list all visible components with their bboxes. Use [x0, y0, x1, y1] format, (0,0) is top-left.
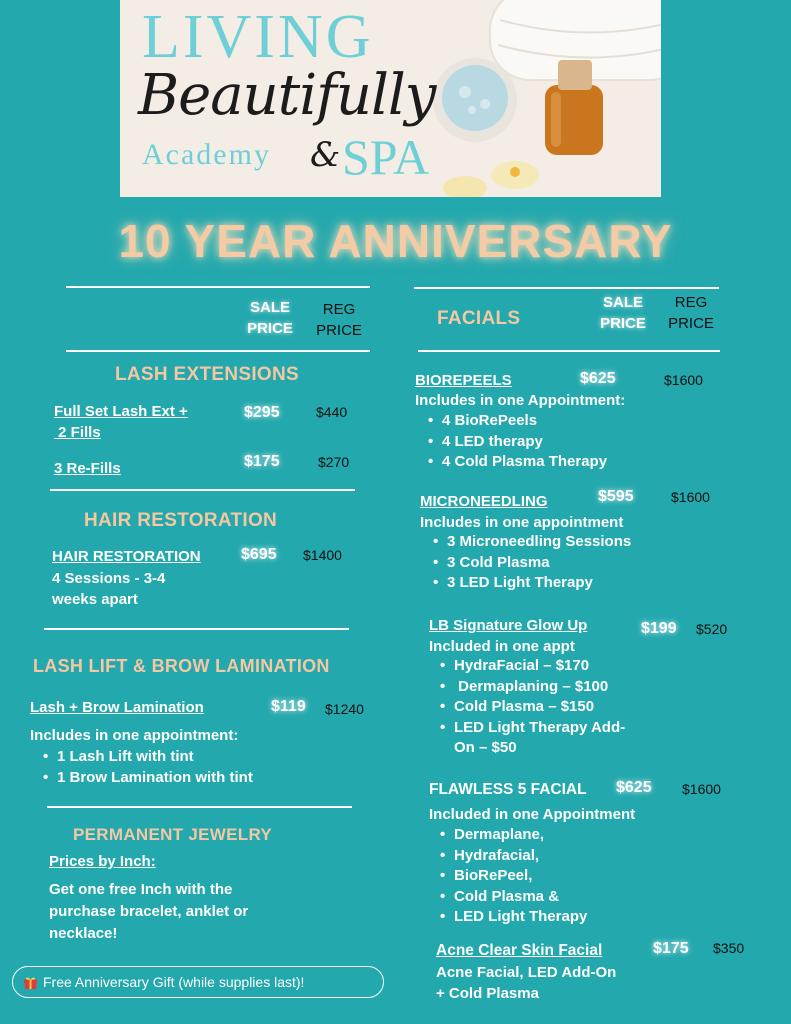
- item-lash-brow: Lash + Brow Lamination: [30, 699, 204, 716]
- sale-price-header: SALE PRICE: [600, 294, 646, 332]
- item-biorepeels: BIOREPEELS: [415, 372, 512, 389]
- list-item: • Hydrafacial,: [430, 846, 587, 867]
- reg-price-header: REG PRICE: [668, 294, 714, 332]
- list-item: • 1 Brow Lamination with tint: [33, 768, 253, 789]
- sale-price: $295: [244, 404, 280, 421]
- list-item: • 1 Lash Lift with tint: [33, 747, 253, 768]
- logo-beautifully-text: Beautifully: [138, 63, 436, 128]
- list-item: • 4 Cold Plasma Therapy: [418, 452, 607, 473]
- list-item: • LED Light Therapy: [430, 907, 587, 928]
- list-item: • HydraFacial – $170: [430, 656, 625, 677]
- sale-price-header: SALE PRICE: [247, 299, 293, 337]
- list-item: • Dermaplane,: [430, 825, 587, 846]
- sale-price: $119: [271, 698, 306, 715]
- reg-price: $440: [316, 404, 348, 420]
- list-item: • 4 BioRePeels: [418, 411, 607, 432]
- section-lash-extensions: LASH EXTENSIONS: [115, 364, 299, 385]
- list-item: • LED Light Therapy Add-: [430, 718, 625, 739]
- item-flawless-5-facial: FLAWLESS 5 FACIAL: [429, 781, 587, 798]
- glow-bullets: [430, 656, 625, 738]
- section-permanent-jewelry: PERMANENT JEWELRY: [73, 825, 273, 844]
- microneedling-bullets: [423, 532, 631, 594]
- divider: [66, 286, 370, 288]
- biorepeels-intro: Includes in one Appointment:: [415, 392, 626, 409]
- sale-price: $625: [580, 370, 616, 387]
- reg-price: $270: [318, 454, 350, 470]
- list-item: • Cold Plasma &: [430, 887, 587, 908]
- section-lash-lift: LASH LIFT & BROW LAMINATION: [33, 656, 330, 676]
- biorepeels-bullets: [418, 411, 607, 473]
- item-refills: 3 Re-Fills: [54, 460, 121, 477]
- sale-price: $175: [653, 940, 689, 957]
- logo-banner: [120, 0, 661, 197]
- sale-price: $625: [616, 779, 652, 796]
- list-item: • 3 LED Light Therapy: [423, 573, 631, 594]
- gift-text: Free Anniversary Gift (while supplies last)!: [43, 974, 305, 990]
- logo-spa-text: SPA: [342, 129, 430, 185]
- reg-price: $1600: [664, 372, 703, 388]
- section-hair-restoration: HAIR RESTORATION: [84, 510, 278, 531]
- flawless-intro: Included in one Appointment: [429, 806, 636, 823]
- lash-lift-bullets: [33, 747, 253, 788]
- reg-price: $520: [696, 621, 728, 637]
- reg-price: $1600: [682, 781, 721, 797]
- logo-ampersand: &: [310, 135, 341, 175]
- item-microneedling: MICRONEEDLING: [420, 493, 548, 510]
- item-signature-glow-up: LB Signature Glow Up: [429, 617, 588, 634]
- microneedling-intro: Includes in one appointment: [420, 514, 624, 531]
- divider: [66, 350, 370, 352]
- glow-bullet-continuation: On – $50: [454, 739, 517, 756]
- prices-by-inch: Prices by Inch:: [49, 853, 156, 870]
- flawless-bullets: [430, 825, 587, 928]
- sale-price: $595: [598, 488, 634, 505]
- acne-description: Acne Facial, LED Add-On + Cold Plasma: [436, 964, 617, 1002]
- hair-description: 4 Sessions - 3-4 weeks apart: [52, 570, 166, 608]
- logo-academy-text: Academy: [142, 138, 271, 171]
- item-hair-restoration: HAIR RESTORATION: [52, 548, 201, 565]
- divider: [47, 806, 352, 808]
- sale-price: $199: [641, 620, 677, 637]
- divider: [44, 628, 349, 630]
- jewelry-description: Get one free Inch with the purchase bracelet, anklet or necklace!: [49, 881, 249, 942]
- item-acne-clear-skin-facial: Acne Clear Skin Facial: [436, 942, 603, 959]
- reg-price: $350: [713, 940, 745, 956]
- list-item: • 4 LED therapy: [418, 432, 607, 453]
- list-item: • Cold Plasma – $150: [430, 697, 625, 718]
- gift-icon: [23, 975, 38, 990]
- reg-price-header: REG PRICE: [316, 301, 362, 339]
- free-gift-banner: [12, 966, 384, 998]
- list-item: • Dermaplaning – $100: [430, 677, 625, 698]
- divider: [418, 350, 720, 352]
- glow-intro: Included in one appt: [429, 638, 575, 655]
- reg-price: $1400: [303, 547, 342, 563]
- reg-price: $1600: [671, 489, 710, 505]
- lash-lift-intro: Includes in one appointment:: [30, 727, 239, 744]
- section-facials: FACIALS: [437, 308, 521, 329]
- divider: [50, 489, 355, 491]
- item-full-set-lash: Full Set Lash Ext + 2 Fills: [54, 403, 188, 441]
- sale-price: $695: [241, 546, 277, 563]
- list-item: • BioRePeel,: [430, 866, 587, 887]
- divider: [414, 287, 719, 289]
- list-item: • 3 Cold Plasma: [423, 553, 631, 574]
- anniversary-headline: 10 YEAR ANNIVERSARY: [118, 215, 673, 267]
- list-item: • 3 Microneedling Sessions: [423, 532, 631, 553]
- reg-price: $1240: [325, 701, 364, 717]
- sale-price: $175: [244, 453, 280, 470]
- logo-living-text: LIVING: [142, 3, 374, 71]
